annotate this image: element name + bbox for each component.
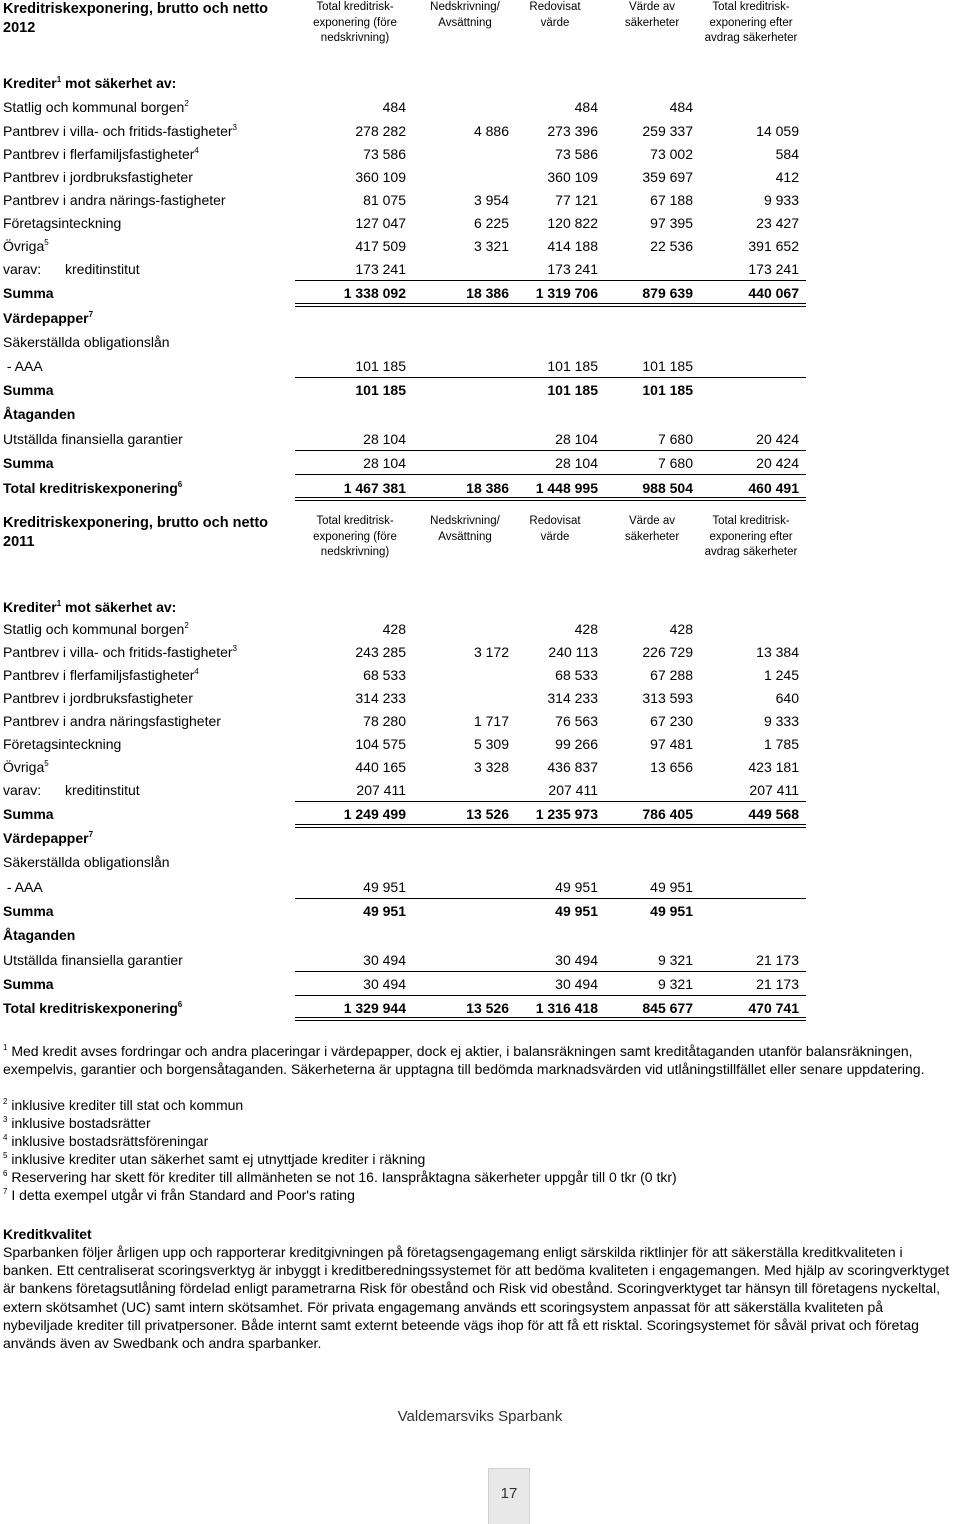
cell-sakerheter: 428 — [669, 621, 693, 637]
table-title: Kreditriskexponering, brutto och netto 2012 — [3, 1, 269, 36]
table-row-summa — [0, 803, 960, 826]
column-header-sakerheter: Värde av säkerheter — [624, 1, 680, 29]
kreditkvalitet-section — [3, 1225, 953, 1352]
table-row — [0, 143, 960, 166]
footnote-text: inklusive bostadsrätter — [11, 1115, 151, 1131]
row-label: Summa — [3, 806, 54, 822]
cell-total-fore: 104 575 — [355, 736, 406, 752]
footnote-3 — [3, 1114, 958, 1132]
cell-sakerheter: 259 337 — [642, 123, 693, 139]
cell-total-fore: 278 282 — [355, 123, 406, 139]
cell-total-fore: 30 494 — [363, 952, 406, 968]
cell-redovisat: 68 533 — [555, 667, 598, 683]
section-label-rest: mot säkerhet av: — [65, 75, 177, 91]
cell-sakerheter: 7 680 — [657, 431, 693, 447]
footnote-ref: 7 — [88, 830, 94, 839]
column-header-sakerheter: Värde av säkerheter — [624, 515, 680, 543]
cell-sakerheter: 49 951 — [650, 903, 693, 919]
footnote-text: inklusive bostadsrättsföreningar — [11, 1133, 209, 1149]
table-title: Kreditriskexponering, brutto och netto 2011 — [3, 515, 269, 550]
section-krediter — [0, 72, 960, 95]
table-row-summa — [0, 379, 960, 402]
cell-nedskrivning: 6 225 — [473, 215, 509, 231]
footnote-ref: 5 — [44, 759, 49, 768]
cell-total-fore: 360 109 — [355, 169, 406, 185]
table-row-varav — [0, 779, 960, 802]
cell-sakerheter: 13 656 — [650, 759, 693, 775]
column-header-total-efter: Total kreditrisk-exponering efter avdrag säkerheter — [704, 1, 798, 44]
cell-redovisat: 314 233 — [547, 690, 598, 706]
table-row — [0, 120, 960, 143]
cell-total-efter: 20 424 — [756, 455, 799, 471]
cell-redovisat: 73 586 — [555, 146, 598, 162]
cell-redovisat: 76 563 — [555, 713, 598, 729]
row-label: - AAA — [3, 358, 43, 374]
cell-redovisat: 28 104 — [555, 455, 598, 471]
column-header-total-fore: Total kreditrisk-exponering (före nedskrivning) — [313, 1, 397, 44]
subsection-label — [0, 851, 960, 874]
cell-redovisat: 49 951 — [555, 903, 598, 919]
column-header-nedskrivning: Nedskrivning/ Avsättning — [430, 515, 500, 543]
cell-total-efter: 21 173 — [756, 952, 799, 968]
footnote-ref: 1 — [56, 599, 62, 608]
footnote-text: I detta exempel utgår vi från Standard and Poor's rating — [11, 1187, 355, 1203]
cell-sakerheter: 879 639 — [642, 285, 693, 301]
cell-redovisat: 120 822 — [547, 215, 598, 231]
cell-sakerheter: 359 697 — [642, 169, 693, 185]
row-underline — [295, 801, 806, 802]
cell-total-fore: 78 280 — [363, 713, 406, 729]
cell-sakerheter: 226 729 — [642, 644, 693, 660]
row-label: Företagsinteckning — [3, 736, 122, 752]
cell-redovisat: 240 113 — [548, 644, 598, 660]
footnote-1 — [3, 1042, 958, 1078]
cell-sakerheter: 7 680 — [657, 455, 693, 471]
table-row — [0, 733, 960, 756]
cell-redovisat: 28 104 — [555, 431, 598, 447]
column-header-redovisat: Redovisat värde — [529, 515, 581, 543]
row-underline — [295, 971, 806, 972]
row-label: Pantbrev i jordbruksfastigheter — [3, 169, 193, 185]
footnote-number: 6 — [3, 1169, 8, 1178]
cell-redovisat: 1 235 973 — [535, 806, 598, 822]
row-label: Pantbrev i villa- och fritids-fastigheter — [3, 123, 233, 139]
cell-total-fore: 81 075 — [363, 192, 406, 208]
cell-redovisat: 360 109 — [547, 169, 598, 185]
section-label-rest: mot säkerhet av: — [65, 599, 177, 615]
row-label: varav: — [3, 261, 42, 277]
cell-total-fore: 68 533 — [363, 667, 406, 683]
row-label: Statlig och kommunal borgen — [3, 621, 185, 637]
footnote-5 — [3, 1150, 958, 1168]
footnote-ref: 2 — [184, 99, 189, 108]
column-header-total-efter: Total kreditrisk-exponering efter avdrag säkerheter — [704, 515, 798, 558]
cell-sakerheter: 101 185 — [642, 382, 693, 398]
footnote-ref: 3 — [232, 123, 237, 132]
cell-total-efter: 640 — [775, 690, 799, 706]
section-label: Åtaganden — [3, 927, 76, 943]
row-sublabel: kreditinstitut — [65, 261, 140, 277]
section-body: Sparbanken följer årligen upp och rapporterar kreditgivningen på företagsengagemang enligt särskilda riktlinjer för att säkerställa kreditkvaliteten i banken. Ett centraliserat scoringsverktyg är inbyggt i kreditberedningssystemet för att bedöma kvaliteten i engagemangen. Med hjälp av scoringverktyget är bankens företagsutlåning fördelad enligt parametrarna Risk för obestånd och Risk vid obestånd. Scoringverktyget tar hänsyn till företagens nyckeltal, extern skötsamhet (UC) samt intern skötsamhet. För privata engagemang används ett scoringsystem anpassat för att säkerställa kvaliteten på nybeviljade krediter till privatpersoner. Både internt samt externt beteende vägs ihop för att få ett risktal. Scoringsystemet för såväl privat och företag används även av Swedbank och andra sparbanker. — [3, 1244, 950, 1352]
cell-total-fore: 30 494 — [363, 976, 406, 992]
cell-total-efter: 173 241 — [748, 261, 799, 277]
cell-total-efter: 440 067 — [748, 285, 799, 301]
footnote-ref: 4 — [194, 667, 199, 676]
cell-total-efter: 23 427 — [756, 215, 799, 231]
column-header-total-fore: Total kreditrisk-exponering (före nedskrivning) — [313, 515, 397, 558]
footnote-4 — [3, 1132, 958, 1150]
footnote-text: Reservering har skett för krediter till allmänheten se not 16. Ianspråktagna säkerheter uppgår till 0 tkr (0 tkr) — [11, 1169, 677, 1185]
footnote-number: 4 — [3, 1133, 8, 1142]
table-row — [0, 949, 960, 972]
cell-sakerheter: 786 405 — [642, 806, 693, 822]
section-krediter — [0, 596, 960, 619]
table-row-summa — [0, 900, 960, 923]
footnote-ref: 5 — [44, 238, 49, 247]
row-label: Övriga — [3, 238, 45, 254]
row-underline — [295, 450, 806, 451]
cell-total-efter: 21 173 — [756, 976, 799, 992]
cell-total-efter: 14 059 — [756, 123, 799, 139]
row-label: Utställda finansiella garantier — [3, 431, 183, 447]
cell-sakerheter: 97 481 — [650, 736, 693, 752]
cell-total-fore: 49 951 — [363, 879, 406, 895]
cell-total-efter: 449 568 — [748, 806, 799, 822]
cell-total-efter: 391 652 — [748, 238, 799, 254]
row-label: Övriga — [3, 759, 45, 775]
cell-total-fore: 440 165 — [355, 759, 406, 775]
cell-total-efter: 412 — [775, 169, 799, 185]
cell-sakerheter: 101 185 — [642, 358, 693, 374]
cell-nedskrivning: 18 386 — [466, 480, 509, 496]
row-sublabel: kreditinstitut — [65, 782, 140, 798]
cell-total-fore: 243 285 — [355, 644, 406, 660]
footnote-text: Med kredit avses fordringar och andra placeringar i värdepapper, dock ej aktier, i balansräkningen samt kreditåtaganden utanför balansräkningen, exempelvis, garantier och borgensåtaganden. Säkerheterna är upptagna till bedömda marknadsvärden vid utlåningstillfället eller senare uppdatering. — [3, 1043, 925, 1077]
footnote-2 — [3, 1096, 958, 1114]
row-underline — [295, 474, 806, 475]
row-label: Pantbrev i jordbruksfastigheter — [3, 690, 193, 706]
table-row-summa — [0, 973, 960, 996]
cell-nedskrivning: 3 321 — [473, 238, 509, 254]
cell-total-efter: 423 181 — [748, 759, 799, 775]
footnote-ref: 6 — [177, 480, 183, 489]
cell-sakerheter: 73 002 — [650, 146, 693, 162]
page-number: 17 — [500, 1485, 518, 1502]
footnote-ref: 7 — [88, 310, 94, 319]
section-label: Åtaganden — [3, 406, 76, 422]
table-row — [0, 618, 960, 641]
cell-nedskrivning: 18 386 — [466, 285, 509, 301]
cell-total-fore: 73 586 — [363, 146, 406, 162]
section-label: Värdepapper — [3, 310, 89, 326]
footnote-ref: 4 — [194, 146, 199, 155]
cell-total-fore: 173 241 — [355, 261, 406, 277]
cell-sakerheter: 845 677 — [642, 1000, 693, 1016]
cell-nedskrivning: 3 954 — [473, 192, 509, 208]
cell-sakerheter: 9 321 — [657, 976, 693, 992]
cell-nedskrivning: 13 526 — [466, 806, 509, 822]
cell-total-efter: 9 933 — [763, 192, 799, 208]
section-heading: Kreditkvalitet — [3, 1226, 92, 1242]
section-label: Krediter — [3, 599, 57, 615]
cell-redovisat: 99 266 — [555, 736, 598, 752]
footnote-7 — [3, 1186, 958, 1204]
cell-total-efter: 1 785 — [763, 736, 799, 752]
footnote-number: 3 — [3, 1115, 8, 1124]
cell-total-fore: 428 — [382, 621, 406, 637]
cell-redovisat: 1 319 706 — [535, 285, 598, 301]
table-row — [0, 96, 960, 119]
cell-nedskrivning: 3 172 — [473, 644, 509, 660]
cell-total-fore: 49 951 — [363, 903, 406, 919]
cell-total-efter: 470 741 — [748, 1000, 799, 1016]
cell-redovisat: 77 121 — [555, 192, 598, 208]
footnote-text: inklusive krediter utan säkerhet samt ej utnyttjade krediter i räkning — [11, 1151, 426, 1167]
cell-redovisat: 1 316 418 — [535, 1000, 598, 1016]
row-label: Summa — [3, 903, 54, 919]
cell-redovisat: 484 — [574, 99, 598, 115]
row-label: Pantbrev i villa- och fritids-fastigheter — [3, 644, 233, 660]
table-row-varav — [0, 258, 960, 281]
cell-total-efter: 13 384 — [756, 644, 799, 660]
footnote-ref: 1 — [56, 75, 62, 84]
footnote-number: 5 — [3, 1151, 8, 1160]
row-label: varav: — [3, 782, 42, 798]
cell-redovisat: 436 837 — [547, 759, 598, 775]
cell-redovisat: 101 185 — [547, 382, 598, 398]
footnote-ref: 3 — [232, 644, 237, 653]
footnote-text: inklusive krediter till stat och kommun — [11, 1097, 244, 1113]
row-label: Statlig och kommunal borgen — [3, 99, 185, 115]
cell-total-fore: 484 — [382, 99, 406, 115]
footnote-ref: 6 — [177, 1000, 183, 1009]
cell-total-fore: 1 249 499 — [343, 806, 406, 822]
row-underline — [295, 995, 806, 996]
cell-sakerheter: 313 593 — [642, 690, 693, 706]
row-label: Pantbrev i andra närings-fastigheter — [3, 192, 226, 208]
row-label: Summa — [3, 285, 54, 301]
column-header-redovisat: Redovisat värde — [529, 1, 581, 29]
cell-total-efter: 584 — [775, 146, 799, 162]
cell-redovisat: 173 241 — [547, 261, 598, 277]
cell-redovisat: 101 185 — [547, 358, 598, 374]
table-row — [0, 687, 960, 710]
cell-total-efter: 1 245 — [763, 667, 799, 683]
cell-total-efter: 20 424 — [756, 431, 799, 447]
cell-redovisat: 30 494 — [555, 976, 598, 992]
row-label: Total kreditriskexponering — [3, 1000, 178, 1016]
section-ataganden — [0, 403, 960, 426]
cell-sakerheter: 97 395 — [650, 215, 693, 231]
table-row — [0, 166, 960, 189]
column-header-nedskrivning: Nedskrivning/ Avsättning — [430, 1, 500, 29]
cell-redovisat: 30 494 — [555, 952, 598, 968]
cell-sakerheter: 67 188 — [650, 192, 693, 208]
table-row — [0, 664, 960, 687]
row-label: Säkerställda obligationslån — [3, 334, 170, 350]
footnote-number: 1 — [3, 1043, 8, 1052]
cell-redovisat: 1 448 995 — [535, 480, 598, 496]
cell-redovisat: 428 — [574, 621, 598, 637]
table-row — [0, 641, 960, 664]
footer-bank-name: Valdemarsviks Sparbank — [397, 1408, 563, 1425]
cell-redovisat: 414 188 — [547, 238, 598, 254]
cell-nedskrivning: 13 526 — [466, 1000, 509, 1016]
cell-total-fore: 101 185 — [355, 382, 406, 398]
footnote-number: 2 — [3, 1097, 8, 1106]
section-label: Krediter — [3, 75, 57, 91]
subsection-label — [0, 331, 960, 354]
cell-nedskrivning: 1 717 — [473, 713, 509, 729]
table-row — [0, 235, 960, 258]
cell-redovisat: 273 396 — [547, 123, 598, 139]
row-label: Pantbrev i andra näringsfastigheter — [3, 713, 221, 729]
footnote-6 — [3, 1168, 958, 1186]
section-ataganden — [0, 924, 960, 947]
row-underline — [295, 898, 806, 899]
cell-total-fore: 101 185 — [355, 358, 406, 374]
row-label: Pantbrev i flerfamiljsfastigheter — [3, 146, 195, 162]
table-row — [0, 428, 960, 451]
cell-sakerheter: 9 321 — [657, 952, 693, 968]
row-label: - AAA — [3, 879, 43, 895]
row-label: Utställda finansiella garantier — [3, 952, 183, 968]
row-underline — [295, 377, 806, 378]
table-row-summa — [0, 282, 960, 305]
cell-total-fore: 28 104 — [363, 455, 406, 471]
table-row-summa — [0, 452, 960, 475]
row-double-underline — [295, 497, 806, 501]
cell-total-efter: 9 333 — [763, 713, 799, 729]
footnote-ref: 2 — [184, 621, 189, 630]
cell-nedskrivning: 3 328 — [473, 759, 509, 775]
cell-total-fore: 28 104 — [363, 431, 406, 447]
table-row — [0, 189, 960, 212]
row-label: Total kreditriskexponering — [3, 480, 178, 496]
table-row — [0, 355, 960, 378]
cell-nedskrivning: 5 309 — [473, 736, 509, 752]
table-row — [0, 710, 960, 733]
cell-sakerheter: 67 288 — [650, 667, 693, 683]
cell-sakerheter: 484 — [669, 99, 693, 115]
row-label: Summa — [3, 976, 54, 992]
cell-total-efter: 207 411 — [749, 782, 799, 798]
cell-total-fore: 207 411 — [356, 782, 406, 798]
cell-nedskrivning: 4 886 — [473, 123, 509, 139]
cell-sakerheter: 988 504 — [642, 480, 693, 496]
row-label: Pantbrev i flerfamiljsfastigheter — [3, 667, 195, 683]
row-underline — [295, 280, 806, 281]
page-number-tab — [488, 1468, 530, 1524]
cell-total-fore: 417 509 — [355, 238, 406, 254]
row-label: Summa — [3, 382, 54, 398]
cell-total-fore: 1 329 944 — [343, 1000, 406, 1016]
row-double-underline — [295, 1017, 806, 1021]
cell-total-efter: 460 491 — [748, 480, 799, 496]
row-label: Företagsinteckning — [3, 215, 122, 231]
section-label: Värdepapper — [3, 830, 89, 846]
cell-total-fore: 314 233 — [355, 690, 406, 706]
cell-sakerheter: 67 230 — [650, 713, 693, 729]
row-label: Summa — [3, 455, 54, 471]
cell-total-fore: 1 338 092 — [343, 285, 406, 301]
cell-total-fore: 1 467 381 — [343, 480, 406, 496]
table-row — [0, 756, 960, 779]
table-row — [0, 212, 960, 235]
footnote-number: 7 — [3, 1187, 8, 1196]
cell-redovisat: 207 411 — [548, 782, 598, 798]
row-label: Säkerställda obligationslån — [3, 854, 170, 870]
cell-sakerheter: 22 536 — [650, 238, 693, 254]
section-vardepapper — [0, 307, 960, 330]
table-row — [0, 876, 960, 899]
section-vardepapper — [0, 827, 960, 850]
cell-sakerheter: 49 951 — [650, 879, 693, 895]
cell-total-fore: 127 047 — [355, 215, 406, 231]
cell-redovisat: 49 951 — [555, 879, 598, 895]
